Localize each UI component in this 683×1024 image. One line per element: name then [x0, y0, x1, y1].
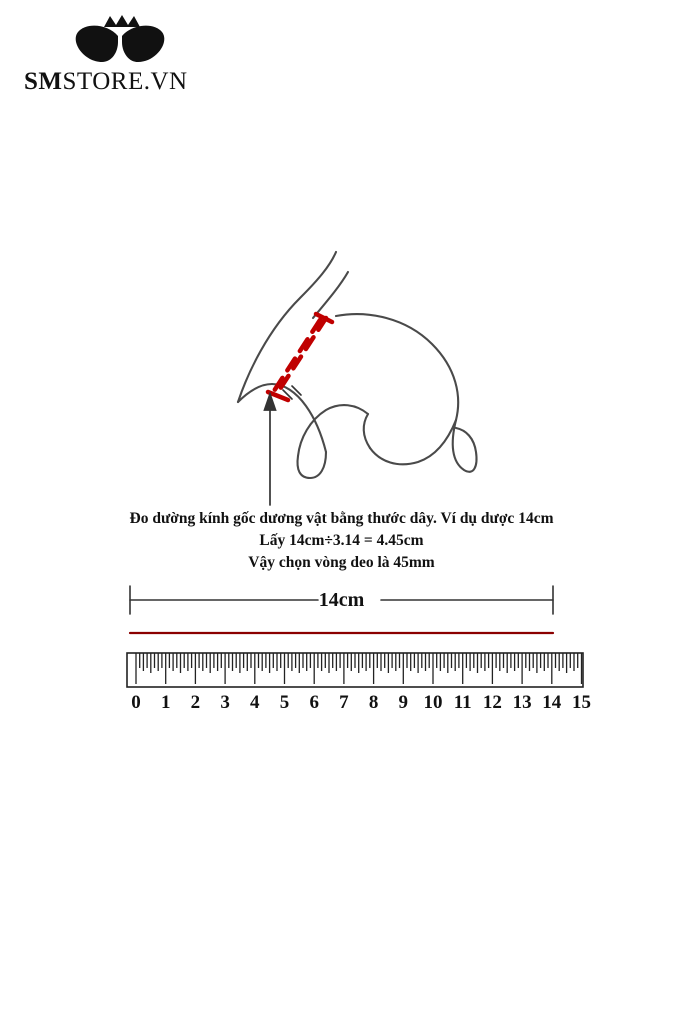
logo-wordmark — [24, 68, 282, 96]
ruler-tick-label: 6 — [309, 692, 319, 713]
caption-line-1: Đo dường kính gốc dương vật bằng thước dây. Ví dụ dược 14cm — [129, 510, 554, 527]
ruler-tick-label: 4 — [250, 692, 260, 713]
ruler-tick-label: 2 — [190, 692, 201, 713]
logo-wordmark-sm: SM — [24, 68, 63, 95]
ruler-tick-label: 0 — [131, 692, 141, 713]
ruler-tick-label: 12 — [482, 692, 502, 713]
ruler-tick-label: 14 — [542, 692, 562, 713]
red-dashed-measure-line — [278, 318, 326, 392]
dimension-label: 14cm — [318, 589, 365, 611]
anatomy-outline-icon — [238, 252, 477, 478]
ruler-tick-label: 3 — [220, 692, 230, 713]
logo-wordmark-rest: STORE.VN — [62, 68, 188, 95]
ruler-tick-label: 13 — [512, 692, 532, 713]
ruler-tick-labels — [0, 692, 683, 718]
red-measure-cap-top — [316, 314, 332, 322]
ruler-tick-label: 7 — [339, 692, 349, 713]
red-dashed-measure-line-2 — [272, 320, 320, 394]
base-tick-marks-icon — [283, 386, 301, 399]
site-logo — [22, 14, 282, 96]
ruler-tick-label: 11 — [453, 692, 472, 713]
ruler-tick-label: 1 — [160, 692, 171, 713]
ruler-tick-label: 15 — [572, 692, 591, 713]
ruler-tick-label: 9 — [398, 692, 409, 713]
caption-line-2: Lấy 14cm÷3.14 = 4.45cm — [259, 532, 424, 549]
caption-block — [0, 508, 683, 574]
ruler-tick-label: 5 — [279, 692, 290, 713]
pointer-arrow-icon — [265, 394, 276, 505]
red-measure-cap-bottom — [268, 392, 288, 400]
ruler-graphic — [127, 653, 583, 687]
ruler-tick-label: 10 — [423, 692, 443, 713]
ruler-tick-label: 8 — [368, 692, 379, 713]
caption-line-3: Vậy chọn vòng deo là 45mm — [248, 554, 435, 571]
butterfly-crown-logo-icon — [58, 14, 178, 66]
